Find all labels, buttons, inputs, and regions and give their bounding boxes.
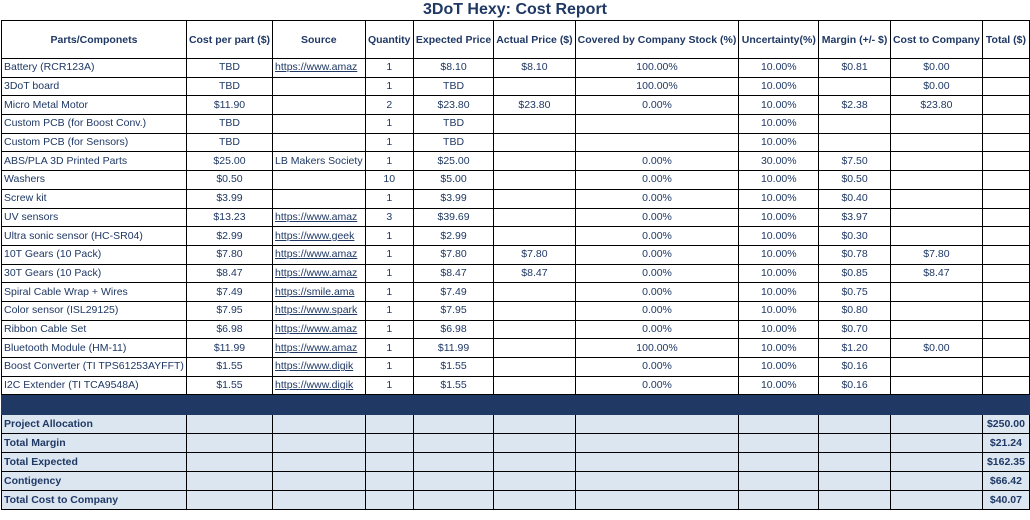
company-stock-cell: 0.00% xyxy=(575,208,739,227)
summary-empty-cell xyxy=(575,491,739,510)
summary-empty-cell xyxy=(739,434,819,453)
summary-empty-cell xyxy=(413,415,493,434)
quantity-cell: 3 xyxy=(365,208,413,227)
margin-cell xyxy=(819,133,891,152)
total-cell xyxy=(982,358,1029,377)
source-link[interactable]: https://www.amaz xyxy=(273,245,366,264)
uncertainty-cell: 10.00% xyxy=(739,171,819,190)
summary-value: $250.00 xyxy=(982,415,1029,434)
col-header-expected-price: Expected Price xyxy=(413,21,493,59)
summary-empty-cell xyxy=(575,434,739,453)
source-link[interactable]: https://www.amaz xyxy=(273,59,366,78)
uncertainty-cell: 10.00% xyxy=(739,59,819,78)
table-row xyxy=(2,245,1030,264)
actual-price-cell: $23.80 xyxy=(494,96,575,115)
summary-value: $66.42 xyxy=(982,472,1029,491)
margin-cell: $0.50 xyxy=(819,171,891,190)
part-name-cell: ABS/PLA 3D Printed Parts xyxy=(2,152,187,171)
cost-per-part-cell: $3.99 xyxy=(186,189,272,208)
actual-price-cell xyxy=(494,283,575,302)
expected-price-cell: $39.69 xyxy=(413,208,493,227)
col-header-cost-per-part: Cost per part ($) xyxy=(186,21,272,59)
uncertainty-cell: 30.00% xyxy=(739,152,819,171)
cost-per-part-cell: $1.55 xyxy=(186,376,272,395)
total-cell xyxy=(982,208,1029,227)
table-row xyxy=(2,59,1030,78)
cost-per-part-cell: $1.55 xyxy=(186,358,272,377)
summary-empty-cell xyxy=(890,434,982,453)
total-cell xyxy=(982,339,1029,358)
expected-price-cell: TBD xyxy=(413,133,493,152)
cost-per-part-cell: $11.99 xyxy=(186,339,272,358)
cost-to-company-cell xyxy=(890,152,982,171)
summary-empty-cell xyxy=(186,415,272,434)
actual-price-cell xyxy=(494,189,575,208)
uncertainty-cell: 10.00% xyxy=(739,77,819,96)
summary-empty-cell xyxy=(575,472,739,491)
expected-price-cell: $5.00 xyxy=(413,171,493,190)
summary-empty-cell xyxy=(365,472,413,491)
cost-per-part-cell: $13.23 xyxy=(186,208,272,227)
summary-empty-cell xyxy=(819,434,891,453)
col-header-part: Parts/Componets xyxy=(2,21,187,59)
table-row xyxy=(2,227,1030,246)
table-row xyxy=(2,115,1030,134)
quantity-cell: 1 xyxy=(365,264,413,283)
expected-price-cell: $23.80 xyxy=(413,96,493,115)
part-name-cell: UV sensors xyxy=(2,208,187,227)
uncertainty-cell: 10.00% xyxy=(739,301,819,320)
uncertainty-cell: 10.00% xyxy=(739,358,819,377)
quantity-cell: 1 xyxy=(365,376,413,395)
part-name-cell: Screw kit xyxy=(2,189,187,208)
total-cell xyxy=(982,152,1029,171)
summary-label: Total Cost to Company xyxy=(2,491,187,510)
expected-price-cell: $2.99 xyxy=(413,227,493,246)
actual-price-cell xyxy=(494,301,575,320)
table-row xyxy=(2,77,1030,96)
margin-cell: $0.30 xyxy=(819,227,891,246)
summary-empty-cell xyxy=(273,472,366,491)
part-name-cell: Custom PCB (for Sensors) xyxy=(2,133,187,152)
company-stock-cell: 0.00% xyxy=(575,189,739,208)
expected-price-cell: $7.95 xyxy=(413,301,493,320)
part-name-cell: I2C Extender (TI TCA9548A) xyxy=(2,376,187,395)
cost-to-company-cell xyxy=(890,133,982,152)
actual-price-cell xyxy=(494,339,575,358)
actual-price-cell xyxy=(494,358,575,377)
report-title: 3DoT Hexy: Cost Report xyxy=(422,1,608,18)
cost-per-part-cell: $7.49 xyxy=(186,283,272,302)
table-row xyxy=(2,96,1030,115)
actual-price-cell xyxy=(494,77,575,96)
uncertainty-cell: 10.00% xyxy=(739,96,819,115)
summary-empty-cell xyxy=(365,453,413,472)
source-link[interactable]: https://www.amaz xyxy=(273,339,366,358)
company-stock-cell: 0.00% xyxy=(575,171,739,190)
cost-to-company-cell xyxy=(890,320,982,339)
table-row xyxy=(2,189,1030,208)
cost-per-part-cell: TBD xyxy=(186,59,272,78)
cost-table xyxy=(1,20,1030,510)
table-row xyxy=(2,133,1030,152)
uncertainty-cell: 10.00% xyxy=(739,283,819,302)
summary-empty-cell xyxy=(739,491,819,510)
margin-cell: $0.16 xyxy=(819,358,891,377)
part-name-cell: Bluetooth Module (HM-11) xyxy=(2,339,187,358)
expected-price-cell: $1.55 xyxy=(413,358,493,377)
table-row xyxy=(2,320,1030,339)
expected-price-cell: $25.00 xyxy=(413,152,493,171)
summary-label: Total Margin xyxy=(2,434,187,453)
cost-per-part-cell: $0.50 xyxy=(186,171,272,190)
part-name-cell: 30T Gears (10 Pack) xyxy=(2,264,187,283)
summary-value: $162.35 xyxy=(982,453,1029,472)
table-row xyxy=(2,301,1030,320)
summary-empty-cell xyxy=(575,415,739,434)
summary-empty-cell xyxy=(365,415,413,434)
cost-to-company-cell xyxy=(890,208,982,227)
margin-cell xyxy=(819,77,891,96)
source-cell xyxy=(273,133,366,152)
source-link[interactable]: https://www.geek xyxy=(273,227,366,246)
summary-empty-cell xyxy=(575,453,739,472)
total-cell xyxy=(982,59,1029,78)
source-cell xyxy=(273,96,366,115)
summary-row xyxy=(2,472,1030,491)
quantity-cell: 1 xyxy=(365,133,413,152)
total-cell xyxy=(982,301,1029,320)
col-header-margin: Margin (+/- $) xyxy=(819,21,891,59)
part-name-cell: Ribbon Cable Set xyxy=(2,320,187,339)
quantity-cell: 1 xyxy=(365,283,413,302)
cost-to-company-cell xyxy=(890,376,982,395)
company-stock-cell: 0.00% xyxy=(575,96,739,115)
cost-to-company-cell: $23.80 xyxy=(890,96,982,115)
quantity-cell: 10 xyxy=(365,171,413,190)
company-stock-cell xyxy=(575,133,739,152)
summary-row xyxy=(2,434,1030,453)
margin-cell xyxy=(819,115,891,134)
expected-price-cell: $8.10 xyxy=(413,59,493,78)
source-link[interactable]: https://www.amaz xyxy=(273,264,366,283)
source-link[interactable]: https://smile.ama xyxy=(273,283,366,302)
margin-cell: $7.50 xyxy=(819,152,891,171)
source-cell xyxy=(273,115,366,134)
total-cell xyxy=(982,245,1029,264)
uncertainty-cell: 10.00% xyxy=(739,133,819,152)
summary-empty-cell xyxy=(273,453,366,472)
quantity-cell: 1 xyxy=(365,189,413,208)
uncertainty-cell: 10.00% xyxy=(739,115,819,134)
actual-price-cell xyxy=(494,171,575,190)
summary-empty-cell xyxy=(273,491,366,510)
source-link[interactable]: https://www.digik xyxy=(273,376,366,395)
quantity-cell: 2 xyxy=(365,96,413,115)
part-name-cell: Ultra sonic sensor (HC-SR04) xyxy=(2,227,187,246)
part-name-cell: 3DoT board xyxy=(2,77,187,96)
quantity-cell: 1 xyxy=(365,77,413,96)
uncertainty-cell: 10.00% xyxy=(739,339,819,358)
summary-empty-cell xyxy=(186,491,272,510)
summary-empty-cell xyxy=(365,434,413,453)
actual-price-cell: $8.10 xyxy=(494,59,575,78)
cost-per-part-cell: $25.00 xyxy=(186,152,272,171)
summary-empty-cell xyxy=(890,472,982,491)
section-separator xyxy=(2,395,1030,415)
cost-per-part-cell: $2.99 xyxy=(186,227,272,246)
margin-cell: $0.85 xyxy=(819,264,891,283)
expected-price-cell: $1.55 xyxy=(413,376,493,395)
summary-empty-cell xyxy=(739,472,819,491)
cost-per-part-cell: TBD xyxy=(186,133,272,152)
cost-to-company-cell xyxy=(890,283,982,302)
total-cell xyxy=(982,171,1029,190)
quantity-cell: 1 xyxy=(365,301,413,320)
source-link[interactable]: https://www.amaz xyxy=(273,208,366,227)
summary-empty-cell xyxy=(890,491,982,510)
cost-to-company-cell xyxy=(890,358,982,377)
uncertainty-cell: 10.00% xyxy=(739,189,819,208)
cost-per-part-cell: $6.98 xyxy=(186,320,272,339)
quantity-cell: 1 xyxy=(365,227,413,246)
cost-to-company-cell xyxy=(890,227,982,246)
source-link[interactable]: https://www.spark xyxy=(273,301,366,320)
uncertainty-cell: 10.00% xyxy=(739,376,819,395)
table-row xyxy=(2,339,1030,358)
expected-price-cell: $7.49 xyxy=(413,283,493,302)
summary-empty-cell xyxy=(273,434,366,453)
expected-price-cell: TBD xyxy=(413,77,493,96)
summary-empty-cell xyxy=(494,434,575,453)
cost-per-part-cell: $7.80 xyxy=(186,245,272,264)
expected-price-cell: $8.47 xyxy=(413,264,493,283)
cost-to-company-cell: $0.00 xyxy=(890,77,982,96)
source-cell xyxy=(273,171,366,190)
margin-cell: $3.97 xyxy=(819,208,891,227)
summary-empty-cell xyxy=(890,453,982,472)
company-stock-cell: 0.00% xyxy=(575,245,739,264)
cost-per-part-cell: TBD xyxy=(186,77,272,96)
summary-empty-cell xyxy=(739,453,819,472)
summary-row xyxy=(2,453,1030,472)
company-stock-cell: 0.00% xyxy=(575,227,739,246)
quantity-cell: 1 xyxy=(365,245,413,264)
summary-empty-cell xyxy=(494,491,575,510)
total-cell xyxy=(982,376,1029,395)
summary-empty-cell xyxy=(186,453,272,472)
margin-cell: $1.20 xyxy=(819,339,891,358)
quantity-cell: 1 xyxy=(365,152,413,171)
summary-empty-cell xyxy=(890,415,982,434)
summary-label: Total Expected xyxy=(2,453,187,472)
part-name-cell: Micro Metal Motor xyxy=(2,96,187,115)
part-name-cell: 10T Gears (10 Pack) xyxy=(2,245,187,264)
cost-to-company-cell xyxy=(890,115,982,134)
summary-empty-cell xyxy=(819,472,891,491)
summary-empty-cell xyxy=(413,491,493,510)
actual-price-cell xyxy=(494,208,575,227)
company-stock-cell: 100.00% xyxy=(575,59,739,78)
uncertainty-cell: 10.00% xyxy=(739,245,819,264)
table-row xyxy=(2,358,1030,377)
cost-per-part-cell: $7.95 xyxy=(186,301,272,320)
margin-cell: $0.81 xyxy=(819,59,891,78)
col-header-cost-to-company: Cost to Company xyxy=(890,21,982,59)
source-link[interactable]: https://www.digik xyxy=(273,358,366,377)
company-stock-cell: 0.00% xyxy=(575,264,739,283)
cost-to-company-cell xyxy=(890,301,982,320)
company-stock-cell: 0.00% xyxy=(575,376,739,395)
uncertainty-cell: 10.00% xyxy=(739,320,819,339)
actual-price-cell xyxy=(494,152,575,171)
total-cell xyxy=(982,264,1029,283)
table-row xyxy=(2,376,1030,395)
summary-empty-cell xyxy=(413,434,493,453)
expected-price-cell: $6.98 xyxy=(413,320,493,339)
summary-row xyxy=(2,491,1030,510)
cost-to-company-cell: $0.00 xyxy=(890,339,982,358)
expected-price-cell: $3.99 xyxy=(413,189,493,208)
table-row xyxy=(2,264,1030,283)
total-cell xyxy=(982,283,1029,302)
total-cell xyxy=(982,227,1029,246)
uncertainty-cell: 10.00% xyxy=(739,264,819,283)
total-cell xyxy=(982,133,1029,152)
margin-cell: $0.16 xyxy=(819,376,891,395)
source-cell xyxy=(273,77,366,96)
company-stock-cell: 0.00% xyxy=(575,320,739,339)
part-name-cell: Battery (RCR123A) xyxy=(2,59,187,78)
margin-cell: $0.70 xyxy=(819,320,891,339)
summary-value: $40.07 xyxy=(982,491,1029,510)
total-cell xyxy=(982,320,1029,339)
summary-empty-cell xyxy=(494,415,575,434)
summary-empty-cell xyxy=(365,491,413,510)
expected-price-cell: $7.80 xyxy=(413,245,493,264)
quantity-cell: 1 xyxy=(365,59,413,78)
company-stock-cell: 0.00% xyxy=(575,152,739,171)
part-name-cell: Spiral Cable Wrap + Wires xyxy=(2,283,187,302)
col-header-company-stock: Covered by Company Stock (%) xyxy=(575,21,739,59)
summary-empty-cell xyxy=(819,453,891,472)
summary-label: Project Allocation xyxy=(2,415,187,434)
part-name-cell: Color sensor (ISL29125) xyxy=(2,301,187,320)
source-link[interactable]: https://www.amaz xyxy=(273,320,366,339)
total-cell xyxy=(982,115,1029,134)
margin-cell: $0.80 xyxy=(819,301,891,320)
quantity-cell: 1 xyxy=(365,115,413,134)
header-row xyxy=(2,21,1030,59)
table-row xyxy=(2,152,1030,171)
margin-cell: $0.78 xyxy=(819,245,891,264)
cost-to-company-cell: $8.47 xyxy=(890,264,982,283)
col-header-actual-price: Actual Price ($) xyxy=(494,21,575,59)
actual-price-cell xyxy=(494,376,575,395)
quantity-cell: 1 xyxy=(365,320,413,339)
col-header-uncertainty: Uncertainty(%) xyxy=(739,21,819,59)
summary-row xyxy=(2,415,1030,434)
cost-to-company-cell: $0.00 xyxy=(890,59,982,78)
part-name-cell: Washers xyxy=(2,171,187,190)
col-header-source: Source xyxy=(273,21,366,59)
company-stock-cell: 100.00% xyxy=(575,339,739,358)
cost-per-part-cell: $8.47 xyxy=(186,264,272,283)
company-stock-cell: 0.00% xyxy=(575,358,739,377)
actual-price-cell xyxy=(494,133,575,152)
col-header-total: Total ($) xyxy=(982,21,1029,59)
total-cell xyxy=(982,189,1029,208)
summary-empty-cell xyxy=(819,415,891,434)
actual-price-cell: $7.80 xyxy=(494,245,575,264)
cost-to-company-cell: $7.80 xyxy=(890,245,982,264)
summary-empty-cell xyxy=(494,472,575,491)
actual-price-cell xyxy=(494,227,575,246)
margin-cell: $0.40 xyxy=(819,189,891,208)
summary-empty-cell xyxy=(739,415,819,434)
company-stock-cell: 0.00% xyxy=(575,283,739,302)
company-stock-cell: 100.00% xyxy=(575,77,739,96)
company-stock-cell xyxy=(575,115,739,134)
summary-empty-cell xyxy=(273,415,366,434)
summary-empty-cell xyxy=(494,453,575,472)
summary-empty-cell xyxy=(413,472,493,491)
actual-price-cell xyxy=(494,115,575,134)
summary-empty-cell xyxy=(186,472,272,491)
part-name-cell: Custom PCB (for Boost Conv.) xyxy=(2,115,187,134)
cost-per-part-cell: TBD xyxy=(186,115,272,134)
expected-price-cell: $11.99 xyxy=(413,339,493,358)
quantity-cell: 1 xyxy=(365,358,413,377)
cost-per-part-cell: $11.90 xyxy=(186,96,272,115)
source-cell xyxy=(273,189,366,208)
total-cell xyxy=(982,77,1029,96)
actual-price-cell xyxy=(494,320,575,339)
uncertainty-cell: 10.00% xyxy=(739,227,819,246)
quantity-cell: 1 xyxy=(365,339,413,358)
part-name-cell: Boost Converter (TI TPS61253AYFFT) xyxy=(2,358,187,377)
summary-label: Contigency xyxy=(2,472,187,491)
total-cell xyxy=(982,96,1029,115)
actual-price-cell: $8.47 xyxy=(494,264,575,283)
summary-empty-cell xyxy=(819,491,891,510)
cost-to-company-cell xyxy=(890,171,982,190)
source-link: LB Makers Society xyxy=(273,152,366,171)
summary-value: $21.24 xyxy=(982,434,1029,453)
col-header-quantity: Quantity xyxy=(365,21,413,59)
cost-to-company-cell xyxy=(890,189,982,208)
table-row xyxy=(2,283,1030,302)
summary-empty-cell xyxy=(413,453,493,472)
table-row xyxy=(2,171,1030,190)
margin-cell: $0.75 xyxy=(819,283,891,302)
table-row xyxy=(2,208,1030,227)
company-stock-cell: 0.00% xyxy=(575,301,739,320)
summary-empty-cell xyxy=(186,434,272,453)
expected-price-cell: TBD xyxy=(413,115,493,134)
uncertainty-cell: 10.00% xyxy=(739,208,819,227)
margin-cell: $2.38 xyxy=(819,96,891,115)
